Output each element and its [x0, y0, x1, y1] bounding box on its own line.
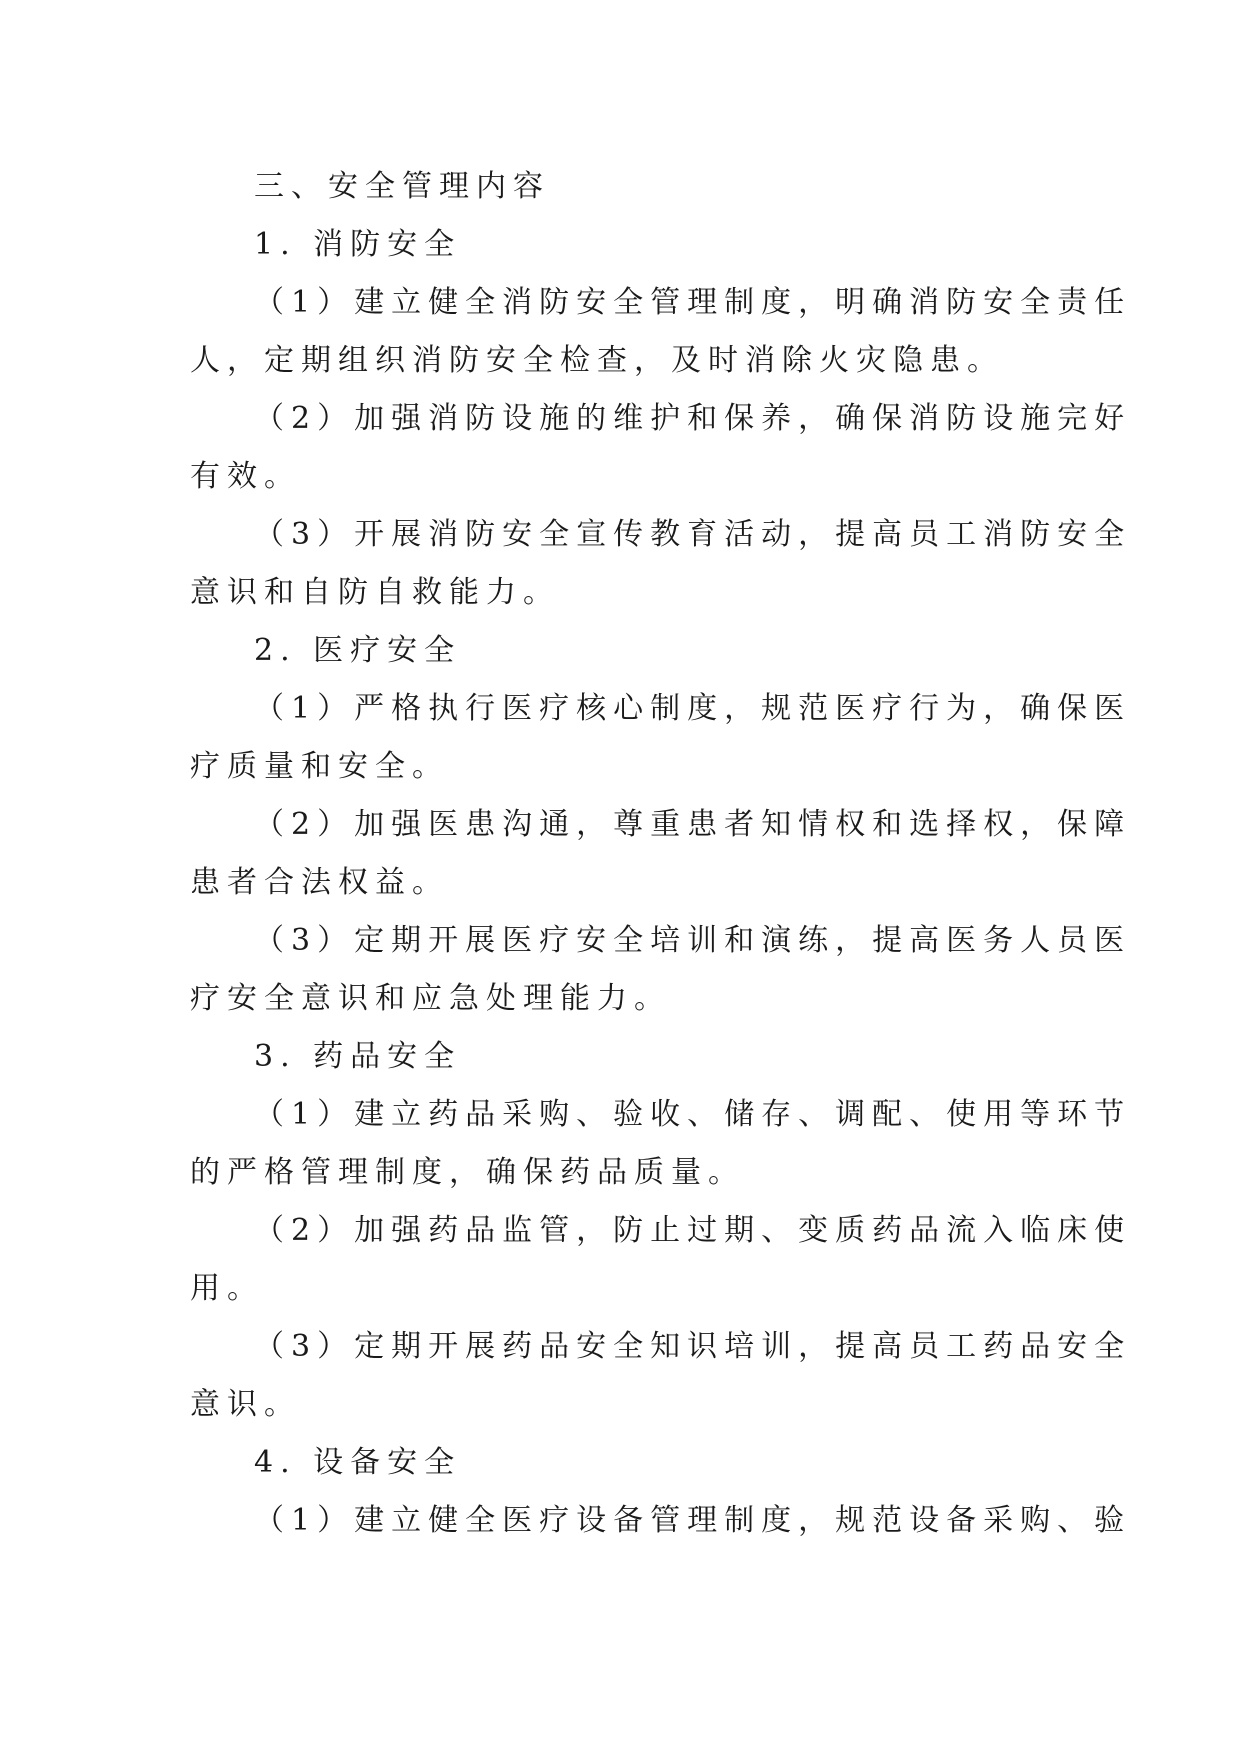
subheading-drug-safety: 3. 药品安全: [254, 1039, 462, 1074]
subheading-equipment-safety: 4. 设备安全: [254, 1445, 462, 1480]
paragraph-line: （1）建立药品采购、验收、储存、调配、使用等环节: [254, 1097, 1132, 1132]
document-body: [190, 158, 1132, 1550]
paragraph-line: （3）开展消防安全宣传教育活动，提高员工消防安全: [254, 517, 1132, 552]
paragraph-line: （1）建立健全消防安全管理制度，明确消防安全责任: [254, 285, 1132, 320]
paragraph-line: （2）加强药品监管，防止过期、变质药品流入临床使: [254, 1213, 1132, 1248]
paragraph-line: 疗质量和安全。: [190, 749, 449, 784]
paragraph-line: （2）加强消防设施的维护和保养，确保消防设施完好: [254, 401, 1132, 436]
paragraph-line: （1）建立健全医疗设备管理制度，规范设备采购、验: [254, 1503, 1132, 1538]
paragraph-line: 的严格管理制度，确保药品质量。: [190, 1155, 745, 1190]
paragraph-line: 有效。: [190, 459, 301, 494]
paragraph-line: 疗安全意识和应急处理能力。: [190, 981, 671, 1016]
paragraph-line: （3）定期开展医疗安全培训和演练，提高医务人员医: [254, 923, 1132, 958]
paragraph-line: 人，定期组织消防安全检查，及时消除火灾隐患。: [190, 343, 1004, 378]
subheading-fire-safety: 1. 消防安全: [254, 227, 462, 262]
paragraph-line: 患者合法权益。: [190, 865, 449, 900]
paragraph-line: （2）加强医患沟通，尊重患者知情权和选择权，保障: [254, 807, 1132, 842]
subheading-medical-safety: 2. 医疗安全: [254, 633, 462, 668]
paragraph-line: （3）定期开展药品安全知识培训，提高员工药品安全: [254, 1329, 1132, 1364]
section-heading: 三、安全管理内容: [254, 169, 550, 204]
paragraph-line: 意识和自防自救能力。: [190, 575, 560, 610]
paragraph-line: 意识。: [190, 1387, 301, 1422]
paragraph-line: （1）严格执行医疗核心制度，规范医疗行为，确保医: [254, 691, 1132, 726]
paragraph-line: 用。: [190, 1271, 264, 1306]
